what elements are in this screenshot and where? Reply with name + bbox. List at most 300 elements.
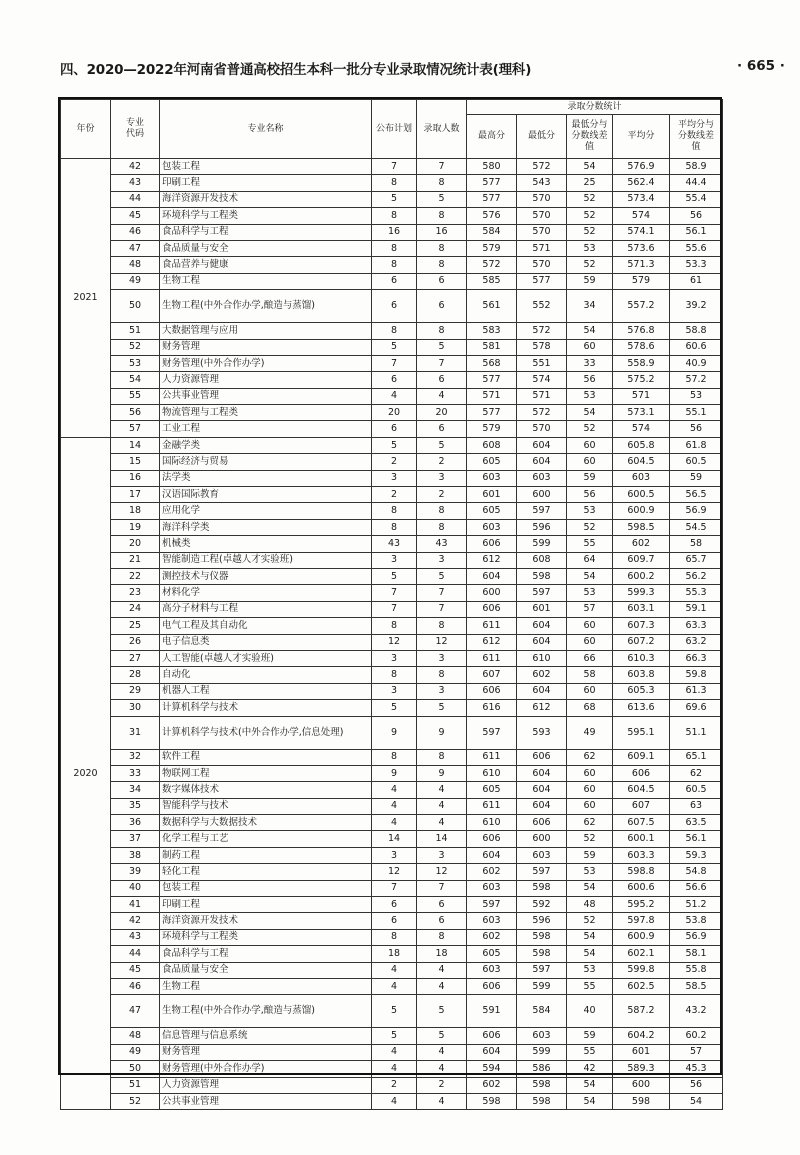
table-row [61,1061,723,1077]
plan-cell: 8 [372,618,417,634]
admitted-cell: 12 [417,634,467,650]
min-diff-cell: 54 [567,1077,613,1093]
admitted-cell: 4 [417,1044,467,1060]
table-row [61,798,723,814]
min-diff-cell: 64 [567,552,613,568]
plan-cell: 5 [372,995,417,1028]
max-cell: 611 [467,650,517,666]
col-header-year: 年份 [61,100,111,159]
admitted-cell: 8 [417,749,467,765]
avg-cell: 574 [613,208,670,224]
col-header-code-text: 专业代码 [125,118,144,139]
table-row [61,372,723,388]
code-cell: 57 [111,421,160,437]
name-cell: 人工智能(卓越人才实验班) [160,650,372,666]
name-cell: 应用化学 [160,503,372,519]
max-cell: 612 [467,552,517,568]
name-cell: 汉语国际教育 [160,487,372,503]
admitted-cell: 4 [417,962,467,978]
code-cell: 22 [111,568,160,584]
min-diff-cell: 34 [567,290,613,323]
avg-diff-cell: 65.7 [670,552,723,568]
name-cell: 轻化工程 [160,864,372,880]
plan-cell: 6 [372,897,417,913]
min-cell: 602 [517,667,567,683]
avg-cell: 573.1 [613,405,670,421]
admitted-cell: 8 [417,519,467,535]
plan-cell: 5 [372,339,417,355]
admitted-cell: 6 [417,372,467,388]
avg-diff-cell: 43.2 [670,995,723,1028]
max-cell: 602 [467,1077,517,1093]
plan-cell: 5 [372,568,417,584]
avg-diff-cell: 69.6 [670,700,723,716]
name-cell: 人力资源管理 [160,1077,372,1093]
min-cell: 606 [517,749,567,765]
min-cell: 596 [517,913,567,929]
admitted-cell: 4 [417,782,467,798]
table-row [61,536,723,552]
admitted-cell: 14 [417,831,467,847]
admitted-cell: 20 [417,405,467,421]
min-cell: 604 [517,618,567,634]
name-cell: 信息管理与信息系统 [160,1028,372,1044]
avg-diff-cell: 58.1 [670,946,723,962]
name-cell: 海洋资源开发技术 [160,913,372,929]
avg-cell: 604.5 [613,454,670,470]
avg-cell: 607.5 [613,815,670,831]
table-row [61,388,723,404]
min-cell: 571 [517,240,567,256]
avg-cell: 604.5 [613,782,670,798]
max-cell: 579 [467,240,517,256]
table-row [61,667,723,683]
min-cell: 604 [517,454,567,470]
max-cell: 606 [467,601,517,617]
table-row [61,323,723,339]
name-cell: 测控技术与仪器 [160,568,372,584]
plan-cell: 4 [372,978,417,994]
admitted-cell: 8 [417,667,467,683]
plan-cell: 43 [372,536,417,552]
name-cell: 食品营养与健康 [160,257,372,273]
min-diff-cell: 25 [567,175,613,191]
avg-cell: 573.6 [613,240,670,256]
table-row [61,191,723,207]
name-cell: 财务管理(中外合作办学) [160,355,372,371]
year-cell: 2021 [61,159,111,438]
name-cell: 人力资源管理 [160,372,372,388]
max-cell: 577 [467,175,517,191]
code-cell: 42 [111,159,160,175]
name-cell: 公共事业管理 [160,388,372,404]
min-diff-cell: 54 [567,946,613,962]
code-cell: 49 [111,273,160,289]
code-cell: 45 [111,208,160,224]
min-diff-cell: 59 [567,847,613,863]
min-diff-cell: 53 [567,585,613,601]
code-cell: 50 [111,1061,160,1077]
code-cell: 39 [111,864,160,880]
min-diff-cell: 59 [567,470,613,486]
name-cell: 大数据管理与应用 [160,323,372,339]
min-cell: 543 [517,175,567,191]
min-cell: 603 [517,1028,567,1044]
avg-diff-cell: 59.8 [670,667,723,683]
col-header-min-diff-text: 最低分与分数线差值 [571,120,608,152]
table-row [61,765,723,781]
table-row [61,224,723,240]
max-cell: 608 [467,437,517,453]
min-cell: 600 [517,487,567,503]
avg-cell: 604.2 [613,1028,670,1044]
plan-cell: 8 [372,240,417,256]
page-number: · 665 · [737,58,785,74]
max-cell: 606 [467,831,517,847]
min-cell: 593 [517,716,567,749]
plan-cell: 8 [372,257,417,273]
avg-diff-cell: 58.8 [670,323,723,339]
avg-cell: 610.3 [613,650,670,666]
name-cell: 生物工程(中外合作办学,酿造与蒸馏) [160,995,372,1028]
code-cell: 27 [111,650,160,666]
admitted-cell: 6 [417,273,467,289]
admitted-cell: 4 [417,978,467,994]
min-diff-cell: 54 [567,880,613,896]
avg-diff-cell: 63.3 [670,618,723,634]
avg-diff-cell: 56.1 [670,224,723,240]
min-cell: 572 [517,405,567,421]
plan-cell: 6 [372,372,417,388]
min-diff-cell: 52 [567,191,613,207]
name-cell: 生物工程(中外合作办学,酿造与蒸馏) [160,290,372,323]
min-cell: 599 [517,978,567,994]
avg-diff-cell: 58 [670,536,723,552]
max-cell: 610 [467,765,517,781]
plan-cell: 7 [372,355,417,371]
min-diff-cell: 55 [567,1044,613,1060]
col-header-plan: 公布计划 [372,100,417,159]
avg-cell: 576.9 [613,159,670,175]
table-row [61,864,723,880]
max-cell: 603 [467,913,517,929]
name-cell: 电气工程及其自动化 [160,618,372,634]
admitted-cell: 3 [417,470,467,486]
col-header-min: 最低分 [517,115,567,159]
admitted-cell: 3 [417,847,467,863]
avg-diff-cell: 51.2 [670,897,723,913]
avg-diff-cell: 63.2 [670,634,723,650]
min-cell: 577 [517,273,567,289]
max-cell: 584 [467,224,517,240]
max-cell: 577 [467,372,517,388]
table-row [61,487,723,503]
min-cell: 586 [517,1061,567,1077]
min-diff-cell: 53 [567,864,613,880]
plan-cell: 4 [372,1044,417,1060]
avg-cell: 603 [613,470,670,486]
plan-cell: 8 [372,519,417,535]
avg-diff-cell: 54.5 [670,519,723,535]
max-cell: 612 [467,634,517,650]
table-row [61,1028,723,1044]
avg-diff-cell: 40.9 [670,355,723,371]
min-diff-cell: 55 [567,978,613,994]
name-cell: 印刷工程 [160,175,372,191]
code-cell: 34 [111,782,160,798]
name-cell: 食品科学与工程 [160,224,372,240]
plan-cell: 8 [372,323,417,339]
min-cell: 597 [517,864,567,880]
table-row [61,749,723,765]
avg-diff-cell: 56.5 [670,487,723,503]
plan-cell: 5 [372,437,417,453]
table-row [61,552,723,568]
avg-diff-cell: 60.5 [670,782,723,798]
name-cell: 智能科学与技术 [160,798,372,814]
code-cell: 42 [111,913,160,929]
plan-cell: 2 [372,487,417,503]
plan-cell: 8 [372,503,417,519]
plan-cell: 4 [372,815,417,831]
plan-cell: 7 [372,585,417,601]
admitted-cell: 9 [417,716,467,749]
admitted-cell: 5 [417,568,467,584]
min-cell: 598 [517,1093,567,1109]
avg-cell: 571.3 [613,257,670,273]
code-cell: 43 [111,929,160,945]
name-cell: 食品质量与安全 [160,962,372,978]
code-cell: 52 [111,1093,160,1109]
min-diff-cell: 52 [567,831,613,847]
table-row [61,257,723,273]
max-cell: 605 [467,782,517,798]
code-cell: 54 [111,372,160,388]
max-cell: 571 [467,388,517,404]
min-diff-cell: 60 [567,782,613,798]
code-cell: 46 [111,978,160,994]
code-cell: 33 [111,765,160,781]
min-diff-cell: 59 [567,273,613,289]
name-cell: 材料化学 [160,585,372,601]
min-cell: 598 [517,1077,567,1093]
max-cell: 577 [467,191,517,207]
avg-cell: 562.4 [613,175,670,191]
avg-cell: 598.5 [613,519,670,535]
plan-cell: 8 [372,208,417,224]
code-cell: 41 [111,897,160,913]
table-row [61,519,723,535]
max-cell: 594 [467,1061,517,1077]
min-cell: 592 [517,897,567,913]
code-cell: 56 [111,405,160,421]
admitted-cell: 16 [417,224,467,240]
name-cell: 自动化 [160,667,372,683]
min-cell: 612 [517,700,567,716]
admitted-cell: 6 [417,421,467,437]
avg-cell: 587.2 [613,995,670,1028]
max-cell: 605 [467,503,517,519]
min-diff-cell: 33 [567,355,613,371]
min-diff-cell: 52 [567,913,613,929]
min-cell: 599 [517,536,567,552]
min-cell: 599 [517,1044,567,1060]
max-cell: 604 [467,1044,517,1060]
admitted-cell: 6 [417,290,467,323]
avg-diff-cell: 55.8 [670,962,723,978]
table-row [61,995,723,1028]
code-cell: 46 [111,224,160,240]
admitted-cell: 4 [417,798,467,814]
plan-cell: 12 [372,864,417,880]
avg-diff-cell: 56.2 [670,568,723,584]
plan-cell: 5 [372,700,417,716]
admitted-cell: 8 [417,257,467,273]
avg-cell: 600.9 [613,503,670,519]
table-row [61,782,723,798]
avg-diff-cell: 53.8 [670,913,723,929]
table-row [61,634,723,650]
table-row [61,421,723,437]
admitted-cell: 4 [417,1093,467,1109]
avg-diff-cell: 61.3 [670,683,723,699]
plan-cell: 8 [372,667,417,683]
admitted-cell: 18 [417,946,467,962]
avg-diff-cell: 54 [670,1093,723,1109]
table-row [61,962,723,978]
table-row [61,897,723,913]
name-cell: 法学类 [160,470,372,486]
plan-cell: 4 [372,1061,417,1077]
plan-cell: 3 [372,470,417,486]
avg-cell: 598.8 [613,864,670,880]
avg-cell: 574.1 [613,224,670,240]
avg-diff-cell: 55.6 [670,240,723,256]
avg-cell: 574 [613,421,670,437]
avg-cell: 603.8 [613,667,670,683]
col-header-score-group: 录取分数统计 [467,100,723,115]
name-cell: 财务管理(中外合作办学) [160,1061,372,1077]
max-cell: 606 [467,1028,517,1044]
min-cell: 604 [517,437,567,453]
table-row [61,946,723,962]
name-cell: 印刷工程 [160,897,372,913]
code-cell: 23 [111,585,160,601]
max-cell: 576 [467,208,517,224]
avg-cell: 600.2 [613,568,670,584]
avg-diff-cell: 66.3 [670,650,723,666]
max-cell: 603 [467,962,517,978]
avg-diff-cell: 63.5 [670,815,723,831]
table-row [61,1077,723,1093]
min-diff-cell: 54 [567,568,613,584]
admitted-cell: 43 [417,536,467,552]
avg-diff-cell: 56.6 [670,880,723,896]
avg-cell: 600 [613,1077,670,1093]
avg-diff-cell: 56 [670,421,723,437]
max-cell: 610 [467,815,517,831]
admitted-cell: 6 [417,913,467,929]
admitted-cell: 4 [417,1061,467,1077]
avg-diff-cell: 45.3 [670,1061,723,1077]
table-row [61,339,723,355]
avg-diff-cell: 44.4 [670,175,723,191]
max-cell: 605 [467,454,517,470]
table-row [61,831,723,847]
plan-cell: 7 [372,159,417,175]
avg-cell: 573.4 [613,191,670,207]
min-cell: 570 [517,257,567,273]
avg-diff-cell: 60.2 [670,1028,723,1044]
name-cell: 物流管理与工程类 [160,405,372,421]
table-row [61,159,723,175]
code-cell: 53 [111,355,160,371]
avg-cell: 606 [613,765,670,781]
avg-diff-cell: 65.1 [670,749,723,765]
name-cell: 数字媒体技术 [160,782,372,798]
name-cell: 海洋科学类 [160,519,372,535]
max-cell: 611 [467,618,517,634]
admitted-cell: 8 [417,503,467,519]
min-cell: 604 [517,634,567,650]
min-cell: 596 [517,519,567,535]
avg-cell: 558.9 [613,355,670,371]
table-row [61,454,723,470]
avg-diff-cell: 57 [670,1044,723,1060]
min-diff-cell: 56 [567,487,613,503]
table-row [61,405,723,421]
avg-cell: 576.8 [613,323,670,339]
max-cell: 600 [467,585,517,601]
avg-cell: 600.1 [613,831,670,847]
min-diff-cell: 54 [567,405,613,421]
avg-cell: 605.3 [613,683,670,699]
code-cell: 16 [111,470,160,486]
plan-cell: 6 [372,421,417,437]
code-cell: 43 [111,175,160,191]
name-cell: 工业工程 [160,421,372,437]
admitted-cell: 4 [417,815,467,831]
min-cell: 584 [517,995,567,1028]
admitted-cell: 2 [417,1077,467,1093]
plan-cell: 20 [372,405,417,421]
max-cell: 606 [467,536,517,552]
avg-cell: 607.2 [613,634,670,650]
code-cell: 17 [111,487,160,503]
table-row [61,470,723,486]
max-cell: 603 [467,880,517,896]
table-row [61,880,723,896]
max-cell: 602 [467,929,517,945]
code-cell: 19 [111,519,160,535]
col-header-code [111,100,160,159]
name-cell: 财务管理 [160,1044,372,1060]
plan-cell: 3 [372,650,417,666]
min-diff-cell: 60 [567,618,613,634]
name-cell: 智能制造工程(卓越人才实验班) [160,552,372,568]
avg-cell: 602 [613,536,670,552]
plan-cell: 3 [372,683,417,699]
avg-diff-cell: 56.9 [670,929,723,945]
min-cell: 604 [517,683,567,699]
min-diff-cell: 54 [567,1093,613,1109]
table-row [61,683,723,699]
min-diff-cell: 40 [567,995,613,1028]
avg-cell: 599.8 [613,962,670,978]
code-cell: 52 [111,339,160,355]
avg-diff-cell: 51.1 [670,716,723,749]
admitted-cell: 8 [417,240,467,256]
